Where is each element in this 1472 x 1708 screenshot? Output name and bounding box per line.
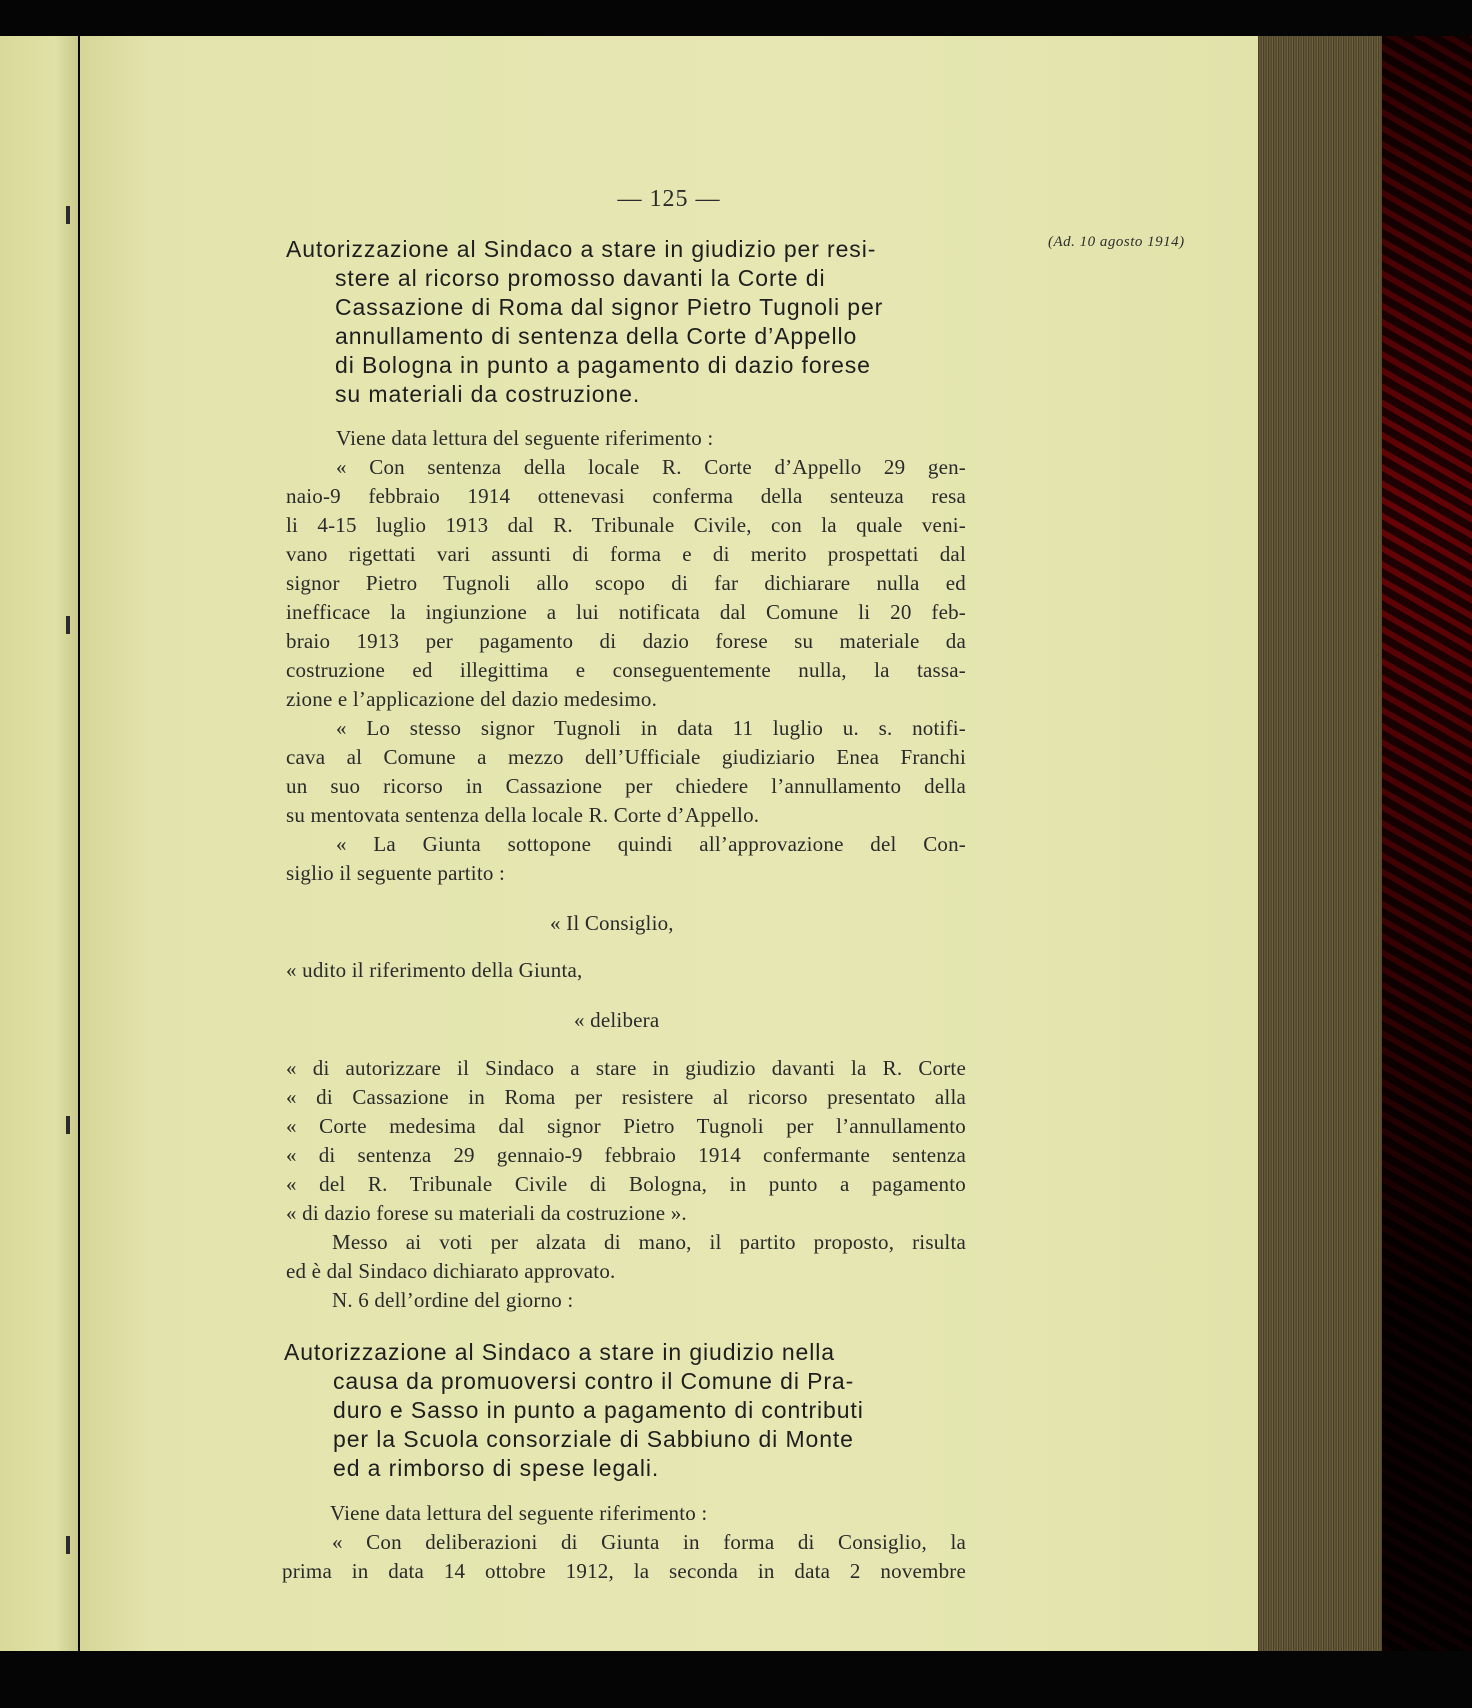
binding-mark xyxy=(66,1116,70,1134)
text-line: ed è dal Sindaco dichiarato approvato. xyxy=(286,1259,616,1283)
title-line: di Bologna in punto a pagamento di dazio forese xyxy=(335,352,871,378)
left-page-gutter xyxy=(0,36,78,1651)
resolution-line: « di autorizzare il Sindaco a stare in giudizio davanti la R. Corte xyxy=(286,1056,966,1080)
text-line: cava al Comune a mezzo dell’Ufficiale giudiziario Enea Franchi xyxy=(286,745,966,769)
text-line: zione e l’applicazione del dazio medesimo. xyxy=(286,687,658,711)
binding-mark xyxy=(66,206,70,224)
text-line: signor Pietro Tugnoli allo scopo di far dichiarare nulla ed xyxy=(286,571,966,595)
text-line: « La Giunta sottopone quindi all’approvazione del Con- xyxy=(336,832,966,856)
text-line: prima in data 14 ottobre 1912, la seconda in data 2 novembre xyxy=(282,1559,966,1583)
text-line: vano rigettati vari assunti di forma e di merito prospettati dal xyxy=(286,542,966,566)
resolution-heading: « Il Consiglio, xyxy=(550,911,674,935)
title-line: ed a rimborso di spese legali. xyxy=(333,1455,660,1481)
title-line: Autorizzazione al Sindaco a stare in giudizio nella xyxy=(284,1339,835,1365)
text-line: costruzione ed illegittima e conseguentemente nulla, la tassa- xyxy=(286,658,966,682)
resolution-line: « Corte medesima dal signor Pietro Tugnoli per l’annullamento xyxy=(286,1114,966,1138)
text-line: inefficace la ingiunzione a lui notificata dal Comune li 20 feb- xyxy=(286,600,966,624)
title-line: su materiali da costruzione. xyxy=(335,381,641,407)
title-line: duro e Sasso in punto a pagamento di contributi xyxy=(333,1397,864,1423)
text-line: « Con sentenza della locale R. Corte d’Appello 29 gen- xyxy=(336,455,966,479)
agenda-item: N. 6 dell’ordine del giorno : xyxy=(332,1288,574,1312)
resolution-line: « del R. Tribunale Civile di Bologna, in punto a pagamento xyxy=(286,1172,966,1196)
text-line: Viene data lettura del seguente riferimento : xyxy=(330,1501,708,1525)
book-page-edges xyxy=(1258,36,1382,1651)
text-line: « Con deliberazioni di Giunta in forma di Consiglio, la xyxy=(332,1530,966,1554)
text-line: « Lo stesso signor Tugnoli in data 11 luglio u. s. notifi- xyxy=(336,716,966,740)
text-line: braio 1913 per pagamento di dazio forese su materiale da xyxy=(286,629,966,653)
text-line: su mentovata sentenza della locale R. Corte d’Appello. xyxy=(286,803,760,827)
title-line: stere al ricorso promosso davanti la Corte di xyxy=(335,265,826,291)
title-line: annullamento di sentenza della Corte d’Appello xyxy=(335,323,858,349)
book-cover-marbled xyxy=(1382,36,1472,1651)
text-line: naio-9 febbraio 1914 ottenevasi conferma della senteuza resa xyxy=(286,484,966,508)
resolution-heading: « delibera xyxy=(574,1008,660,1032)
text-line: Messo ai voti per alzata di mano, il partito proposto, risulta xyxy=(332,1230,966,1254)
text-line: siglio il seguente partito : xyxy=(286,861,506,885)
binding-mark xyxy=(66,616,70,634)
text-line: un suo ricorso in Cassazione per chiedere l’annullamento della xyxy=(286,774,966,798)
text-line: li 4-15 luglio 1913 dal R. Tribunale Civile, con la quale veni- xyxy=(286,513,966,537)
text-line: Viene data lettura del seguente riferimento : xyxy=(336,426,714,450)
resolution-line: « di dazio forese su materiali da costruzione ». xyxy=(286,1201,687,1225)
margin-date-note: (Ad. 10 agosto 1914) xyxy=(1048,234,1185,250)
section2-title xyxy=(284,1338,864,1483)
book-page xyxy=(80,36,1258,1651)
resolution-line: « di sentenza 29 gennaio-9 febbraio 1914 confermante sentenza xyxy=(286,1143,966,1167)
binding-mark xyxy=(66,1536,70,1554)
title-line: Autorizzazione al Sindaco a stare in giudizio per resi- xyxy=(286,236,877,262)
section1-title xyxy=(286,235,883,409)
page-number: — 125 — xyxy=(617,186,721,212)
title-line: causa da promuoversi contro il Comune di Pra- xyxy=(333,1368,855,1394)
title-line: per la Scuola consorziale di Sabbiuno di Monte xyxy=(333,1426,854,1452)
title-line: Cassazione di Roma dal signor Pietro Tugnoli per xyxy=(335,294,884,320)
resolution-line: « di Cassazione in Roma per resistere al ricorso presentato alla xyxy=(286,1085,966,1109)
resolution-line: « udito il riferimento della Giunta, xyxy=(286,958,583,982)
